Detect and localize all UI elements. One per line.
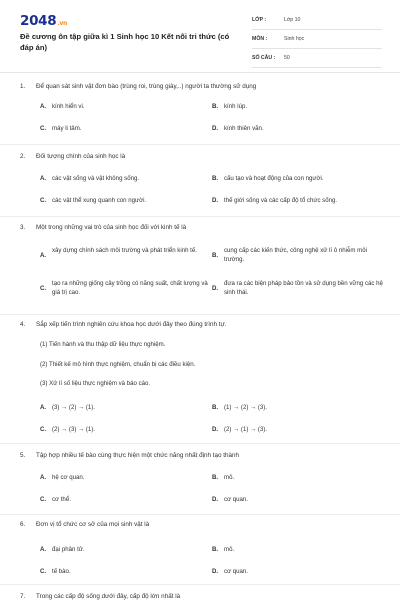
question-separator bbox=[0, 514, 400, 515]
option-text: cơ thể. bbox=[52, 496, 71, 503]
option-letter: D. bbox=[212, 426, 219, 433]
meta-class-label: LỚP : bbox=[252, 17, 267, 23]
option-letter: A. bbox=[40, 404, 47, 411]
option-letter: B. bbox=[212, 252, 219, 259]
question-number: 4. bbox=[20, 321, 26, 328]
question-number: 2. bbox=[20, 153, 26, 160]
option-letter: B. bbox=[212, 103, 219, 110]
option-text: các vật sống và vật không sống. bbox=[52, 175, 140, 182]
option-letter: D. bbox=[212, 285, 219, 292]
meta-count-label: SỐ CÂU : bbox=[252, 55, 276, 61]
option-letter: C. bbox=[40, 125, 47, 132]
meta-count-value: 50 bbox=[284, 55, 290, 61]
option-text: tạo ra những giống cây trồng có năng suất, chất lượng và giá trị cao. bbox=[52, 280, 208, 296]
question-3 bbox=[20, 223, 383, 296]
option-text: đưa ra các biện pháp bảo tồn và sử dụng bền vững các hệ sinh thái. bbox=[224, 280, 383, 296]
question-stem bbox=[20, 592, 380, 600]
meta-row-subject bbox=[252, 33, 382, 49]
option-text: mô. bbox=[224, 474, 235, 481]
question-text: Sắp xếp tiến trình nghiên cứu khoa học dưới đây theo đúng trình tự. bbox=[36, 321, 227, 328]
option-text: (2) → (3) → (1). bbox=[52, 426, 95, 433]
meta-row-count bbox=[252, 52, 382, 68]
option-text: máy li tâm. bbox=[52, 125, 82, 132]
option-text: (3) → (2) → (1). bbox=[52, 404, 95, 411]
procedure-step: (2) Thiết kế mô hình thực nghiệm, chuẩn bị các điều kiện. bbox=[40, 361, 196, 368]
option-text: kính hiển vi. bbox=[52, 103, 85, 110]
option-text: cấu tạo và hoạt động của con người. bbox=[224, 175, 324, 182]
option-letter: B. bbox=[212, 474, 219, 481]
meta-row-class bbox=[252, 14, 382, 30]
option-text: kính thiên văn. bbox=[224, 125, 264, 132]
option-text: (1) → (2) → (3). bbox=[224, 404, 267, 411]
option-letter: A. bbox=[40, 546, 47, 553]
option-letter: C. bbox=[40, 496, 47, 503]
site-logo[interactable] bbox=[20, 13, 67, 29]
header-divider bbox=[0, 72, 400, 73]
question-text: Để quan sát sinh vật đơn bào (trùng roi, trùng giày,..) người ta thường sử dụng bbox=[36, 83, 257, 90]
option-letter: B. bbox=[212, 175, 219, 182]
question-separator bbox=[0, 443, 400, 444]
question-separator bbox=[0, 584, 400, 585]
option-letter: B. bbox=[212, 404, 219, 411]
question-text: Đơn vị tổ chức cơ sở của mọi sinh vật là bbox=[36, 521, 150, 528]
question-1 bbox=[20, 82, 380, 132]
option-text: (2) → (1) → (3). bbox=[224, 426, 267, 433]
option-letter: B. bbox=[212, 546, 219, 553]
question-4 bbox=[20, 320, 380, 433]
option-letter: C. bbox=[40, 197, 47, 204]
question-5 bbox=[20, 451, 380, 503]
question-text: Trong các cấp độ sống dưới đây, cấp độ lớn nhất là bbox=[36, 593, 181, 600]
question-stem bbox=[20, 520, 380, 529]
page-header bbox=[0, 0, 400, 68]
logo-suffix-text: .vn bbox=[57, 20, 67, 27]
question-7 bbox=[20, 592, 380, 600]
meta-subject-value[interactable]: Sinh học bbox=[284, 36, 305, 42]
question-separator bbox=[0, 216, 400, 217]
option-letter: D. bbox=[212, 197, 219, 204]
question-separator bbox=[0, 144, 400, 145]
logo-main-text: 2048 bbox=[20, 13, 57, 29]
option-text: tế bào. bbox=[52, 568, 71, 575]
option-text: hệ cơ quan. bbox=[52, 474, 85, 481]
option-text: các vật thể xung quanh con người. bbox=[52, 197, 147, 204]
option-text: xây dựng chính sách môi trường và phát triển kinh tế. bbox=[52, 247, 197, 254]
option-letter: A. bbox=[40, 252, 47, 259]
option-letter: C. bbox=[40, 285, 47, 292]
question-text: Đối tượng chính của sinh học là bbox=[36, 153, 126, 160]
option-letter: A. bbox=[40, 474, 47, 481]
question-number: 6. bbox=[20, 521, 26, 528]
meta-subject-label: MÔN : bbox=[252, 36, 268, 42]
question-text: Tập hợp nhiều tế bào cùng thực hiện một chức năng nhất định tạo thành bbox=[36, 452, 240, 459]
option-letter: D. bbox=[212, 496, 219, 503]
question-text: Một trong những vai trò của sinh học đối với kinh tế là bbox=[36, 224, 187, 231]
procedure-step: (3) Xử lí số liệu thực nghiệm và báo cáo. bbox=[40, 380, 151, 387]
option-text: kính lúp. bbox=[224, 103, 248, 110]
option-letter: A. bbox=[40, 103, 47, 110]
option-letter: C. bbox=[40, 568, 47, 575]
question-number: 7. bbox=[20, 593, 26, 600]
option-letter: D. bbox=[212, 568, 219, 575]
option-text: cơ quan. bbox=[224, 568, 248, 575]
document-meta bbox=[252, 14, 382, 71]
option-letter: D. bbox=[212, 125, 219, 132]
question-number: 3. bbox=[20, 224, 26, 231]
meta-class-value[interactable]: Lớp 10 bbox=[284, 17, 301, 23]
question-separator bbox=[0, 314, 400, 315]
question-stem bbox=[20, 152, 380, 161]
question-number: 1. bbox=[20, 83, 26, 90]
question-stem bbox=[20, 82, 380, 91]
procedure-step: (1) Tiến hành và thu thập dữ liệu thực nghiệm. bbox=[40, 341, 166, 348]
option-text: đại phân tử. bbox=[52, 546, 85, 553]
document-title: Đề cương ôn tập giữa kì 1 Sinh học 10 Kết nối tri thức (có đáp án) bbox=[20, 32, 230, 52]
option-text: cung cấp các kiến thức, công nghệ xử lí ô nhiễm môi trường. bbox=[224, 247, 367, 263]
option-letter: A. bbox=[40, 175, 47, 182]
question-6 bbox=[20, 520, 380, 575]
question-stem bbox=[20, 320, 380, 329]
option-text: cơ quan. bbox=[224, 496, 248, 503]
option-text: thế giới sống và các cấp độ tổ chức sống. bbox=[224, 197, 338, 204]
question-stem bbox=[20, 223, 380, 232]
question-2 bbox=[20, 152, 380, 204]
option-text: mô. bbox=[224, 546, 235, 553]
question-number: 5. bbox=[20, 452, 26, 459]
question-stem bbox=[20, 451, 380, 460]
option-letter: C. bbox=[40, 426, 47, 433]
